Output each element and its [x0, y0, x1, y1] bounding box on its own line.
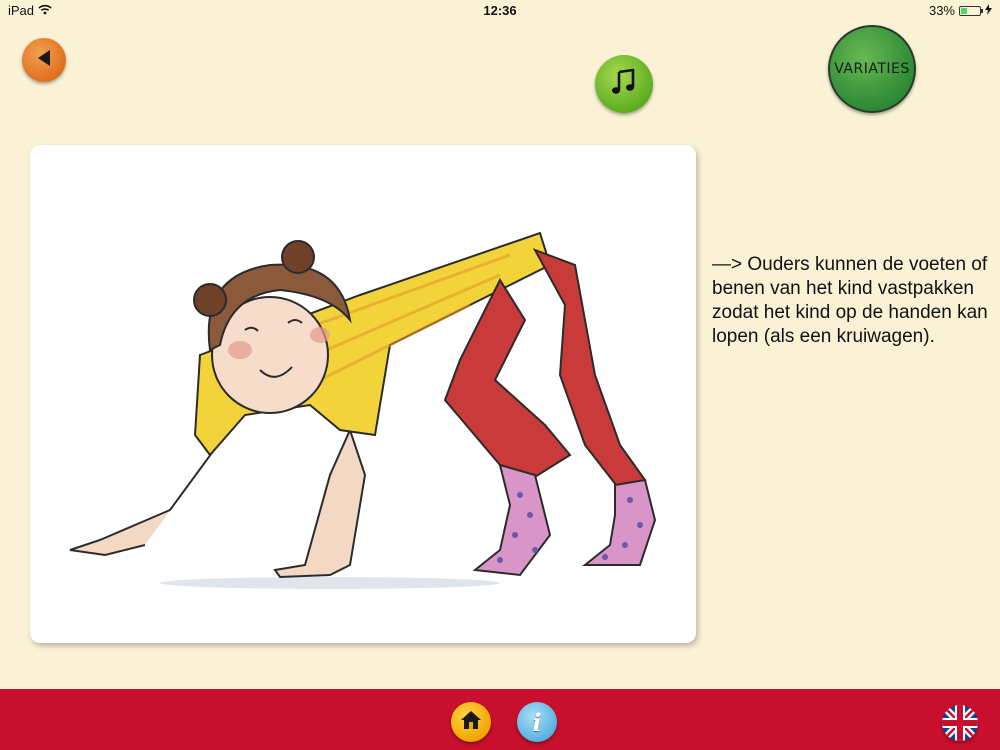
charging-icon — [985, 3, 992, 18]
device-name: iPad — [8, 3, 35, 18]
battery-percent: 33% — [928, 3, 955, 18]
illustration-card — [30, 145, 696, 643]
variaties-button[interactable] — [828, 25, 916, 113]
music-button[interactable] — [595, 55, 653, 113]
music-note-icon — [611, 68, 637, 101]
back-arrow-icon — [35, 48, 53, 73]
bottom-bar — [0, 689, 1000, 750]
status-bar — [0, 0, 1000, 22]
info-icon: i — [532, 707, 542, 737]
home-icon — [460, 710, 482, 735]
variaties-label: VARIATIES — [834, 61, 910, 77]
status-time: 12:36 — [483, 3, 517, 18]
uk-flag-icon — [942, 705, 978, 741]
home-button[interactable] — [451, 702, 491, 742]
language-button[interactable] — [942, 705, 978, 741]
battery-level-fill — [961, 8, 967, 14]
status-right — [929, 3, 992, 18]
info-button[interactable] — [517, 702, 557, 742]
exercise-description: —> Ouders kunnen de voeten of benen van het kind vastpakken zodat het kind op de handen kan lopen (als een kruiwagen). — [712, 254, 988, 347]
child-wheelbarrow-illustration — [30, 145, 696, 643]
back-button[interactable] — [22, 38, 66, 82]
battery-icon — [959, 6, 981, 16]
